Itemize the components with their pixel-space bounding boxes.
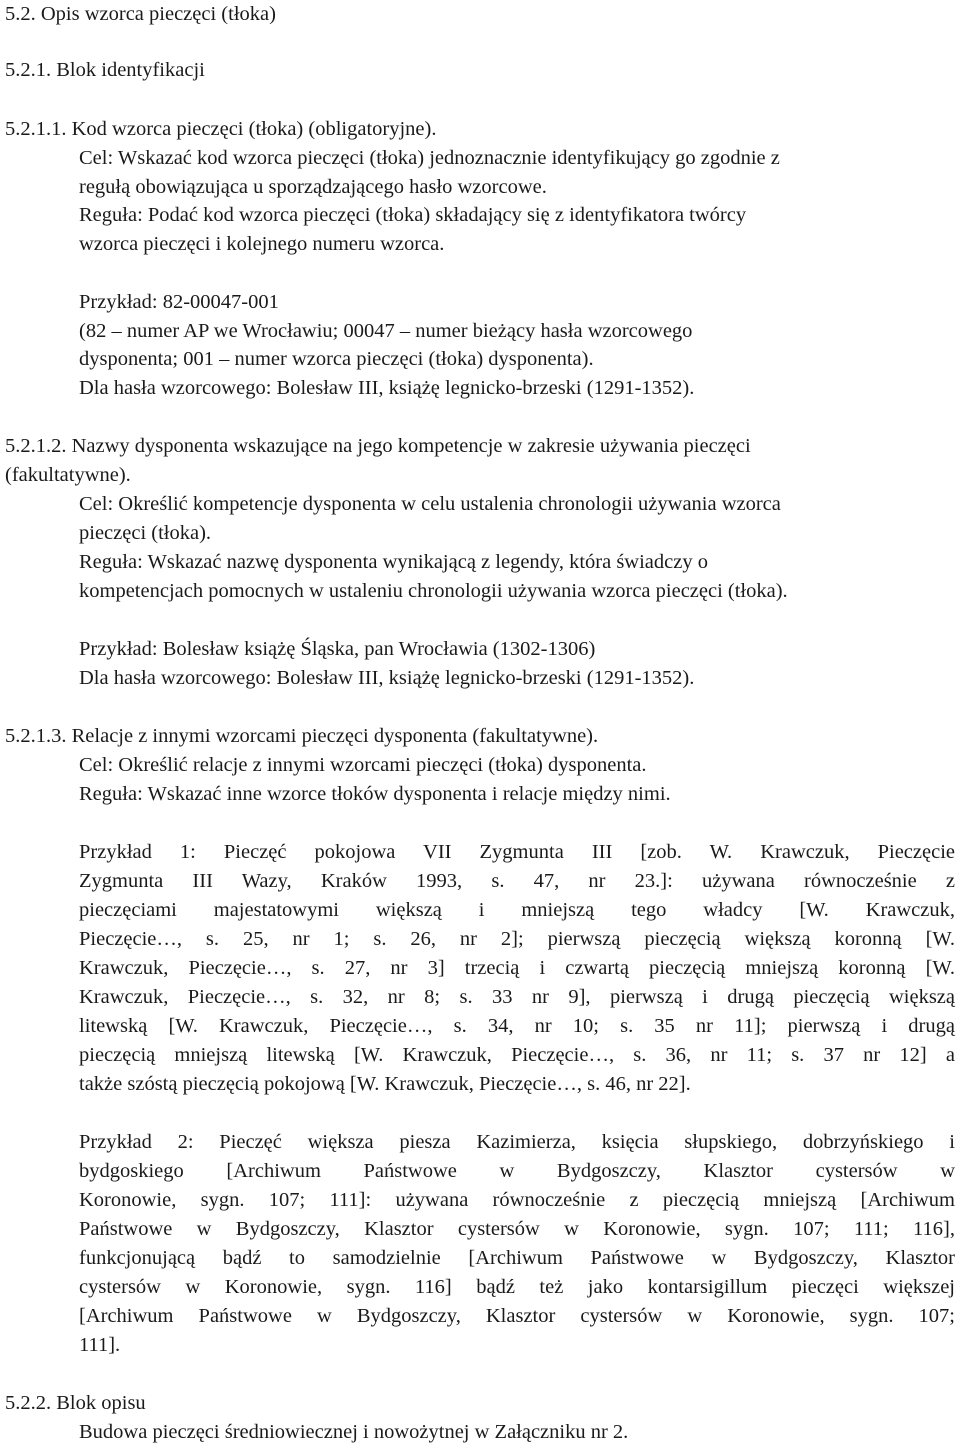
przyklad-line: Dla hasła wzorcowego: Bolesław III, książę legnicko-brzeski (1291-1352). — [79, 667, 695, 689]
przyklad2-line: 111]. — [79, 1334, 121, 1356]
regula-line: Reguła: Wskazać nazwę dysponenta wynikającą z legendy, która świadczy o — [79, 551, 708, 573]
section-heading-5-2-2: 5.2.2. Blok opisu — [5, 1392, 146, 1414]
przyklad2-line: Koronowie, sygn. 107; 111]: używana równocześnie z pieczęcią mniejszą [Archiwum — [79, 1189, 955, 1211]
przyklad1-line: Pieczęcie…, s. 25, nr 1; s. 26, nr 2]; pierwszą pieczęcią większą koronną [W. — [79, 928, 955, 950]
przyklad2-line: Państwowe w Bydgoszczy, Klasztor cystersów w Koronowie, sygn. 107; 111; 116], — [79, 1218, 955, 1240]
przyklad1-line: Przykład 1: Pieczęć pokojowa VII Zygmunta III [zob. W. Krawczuk, Pieczęcie — [79, 841, 955, 863]
przyklad-line: (82 – numer AP we Wrocławiu; 00047 – numer bieżący hasła wzorcowego — [79, 320, 693, 342]
przyklad-line: Dla hasła wzorcowego: Bolesław III, książę legnicko-brzeski (1291-1352). — [79, 377, 695, 399]
przyklad1-line: Krawczuk, Pieczęcie…, s. 32, nr 8; s. 33 nr 9], pierwszą i drugą pieczęcią większą — [79, 986, 955, 1008]
regula-line: Reguła: Podać kod wzorca pieczęci (tłoka) składający się z identyfikatora twórcy — [79, 204, 747, 226]
cel-line: Cel: Wskazać kod wzorca pieczęci (tłoka) jednoznacznie identyfikujący go zgodnie z — [79, 147, 780, 169]
section-heading-5-2-1: 5.2.1. Blok identyfikacji — [5, 59, 205, 81]
przyklad2-line: cystersów w Koronowie, sygn. 116] bądź też jako kontarsigillum pieczęci większej — [79, 1276, 955, 1298]
przyklad2-line: [Archiwum Państwowe w Bydgoszczy, Klasztor cystersów w Koronowie, sygn. 107; — [79, 1305, 955, 1327]
przyklad1-line: Krawczuk, Pieczęcie…, s. 27, nr 3] trzecią i czwartą pieczęcią mniejszą koronną [W. — [79, 957, 955, 979]
przyklad1-line: pieczęciami majestatowymi większą i mniejszą tego władcy [W. Krawczuk, — [79, 899, 955, 921]
przyklad1-line: pieczęcią mniejszą litewską [W. Krawczuk, Pieczęcie…, s. 36, nr 11; s. 37 nr 12] a — [79, 1044, 955, 1066]
przyklad2-line: funkcjonującą bądź to samodzielnie [Archiwum Państwowe w Bydgoszczy, Klasztor — [79, 1247, 955, 1269]
section-heading-5-2-1-2: 5.2.1.2. Nazwy dysponenta wskazujące na jego kompetencje w zakresie używania pieczęci — [5, 435, 751, 457]
regula-line: wzorca pieczęci i kolejnego numeru wzorca. — [79, 233, 445, 255]
przyklad-line: Przykład: Bolesław książę Śląska, pan Wrocławia (1302-1306) — [79, 638, 596, 660]
przyklad1-line: litewską [W. Krawczuk, Pieczęcie…, s. 34, nr 10; s. 35 nr 11]; pierwszą i drugą — [79, 1015, 955, 1037]
przyklad2-line: bydgoskiego [Archiwum Państwowe w Bydgoszczy, Klasztor cystersów w — [79, 1160, 955, 1182]
section-heading-5-2-1-1: 5.2.1.1. Kod wzorca pieczęci (tłoka) (obligatoryjne). — [5, 118, 437, 140]
blok-opisu-text: Budowa pieczęci średniowiecznej i nowożytnej w Załączniku nr 2. — [79, 1421, 629, 1443]
cel-line: Cel: Określić kompetencje dysponenta w celu ustalenia chronologii używania wzorca — [79, 493, 781, 515]
section-heading-5-2-1-2-cont: (fakultatywne). — [5, 464, 131, 486]
regula-line: kompetencjach pomocnych w ustaleniu chronologii używania wzorca pieczęci (tłoka). — [79, 580, 788, 602]
cel-line: regułą obowiązująca u sporządzającego hasło wzorcowe. — [79, 176, 547, 198]
cel-line: Cel: Określić relacje z innymi wzorcami pieczęci (tłoka) dysponenta. — [79, 754, 647, 776]
przyklad1-line: także szóstą pieczęcią pokojową [W. Krawczuk, Pieczęcie…, s. 46, nr 22]. — [79, 1073, 691, 1095]
regula-line: Reguła: Wskazać inne wzorce tłoków dysponenta i relacje między nimi. — [79, 783, 671, 805]
przyklad-line: dysponenta; 001 – numer wzorca pieczęci (tłoka) dysponenta). — [79, 348, 594, 370]
przyklad-line: Przykład: 82-00047-001 — [79, 291, 279, 313]
przyklad2-line: Przykład 2: Pieczęć większa piesza Kazimierza, księcia słupskiego, dobrzyńskiego i — [79, 1131, 955, 1153]
cel-line: pieczęci (tłoka). — [79, 522, 212, 544]
section-heading-5-2-1-3: 5.2.1.3. Relacje z innymi wzorcami pieczęci dysponenta (fakultatywne). — [5, 725, 599, 747]
przyklad1-line: Zygmunta III Wazy, Kraków 1993, s. 47, nr 23.]: używana równocześnie z — [79, 870, 955, 892]
section-heading-5-2: 5.2. Opis wzorca pieczęci (tłoka) — [5, 3, 276, 25]
